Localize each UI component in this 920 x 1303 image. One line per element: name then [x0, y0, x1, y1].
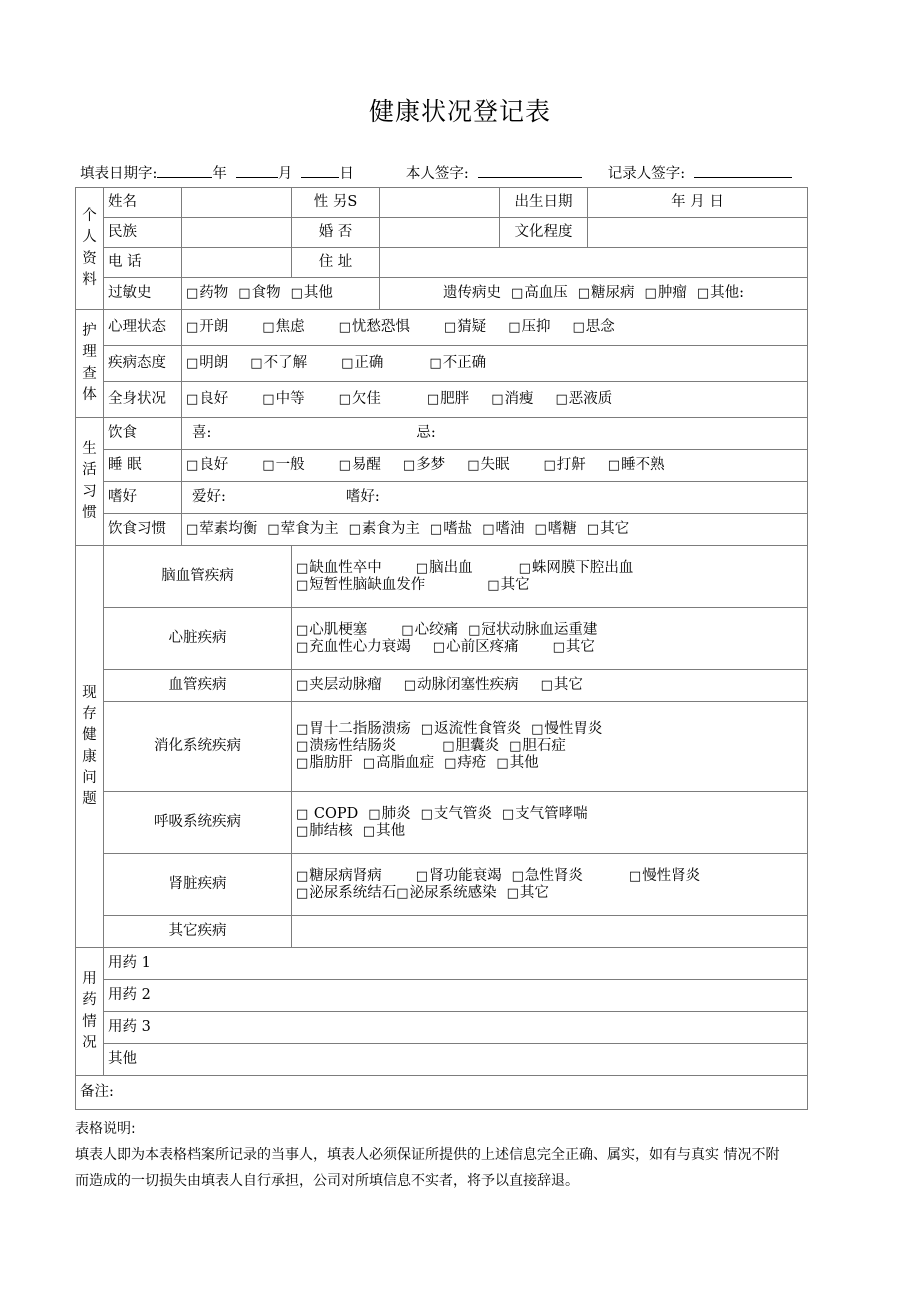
field-label-sleep: 睡 眠 — [104, 450, 182, 482]
option-line — [296, 639, 803, 656]
table-row — [76, 450, 808, 482]
option-line — [296, 721, 803, 738]
checkbox-sleep-snore[interactable]: □ 打鼾 — [543, 457, 585, 474]
checkbox-cerebral-hemorrhage[interactable]: □ 脑出血 — [416, 560, 473, 577]
field-label-psych-state: 心理状态 — [104, 310, 182, 346]
checkbox-attitude-clear[interactable]: □ 明朗 — [186, 355, 228, 372]
field-label-education: 文化程度 — [500, 218, 588, 248]
vchar: 问 — [82, 769, 97, 786]
vchar: 个 — [82, 208, 97, 225]
allergy-options — [182, 278, 380, 310]
vchar: 康 — [82, 748, 97, 765]
vchar: 况 — [82, 1034, 97, 1051]
field-label-gender: 性 另S — [292, 188, 380, 218]
option-line — [296, 577, 803, 594]
table-row — [76, 278, 808, 310]
section-label-medication — [76, 948, 104, 1076]
checkbox-chronic-gastritis[interactable]: □ 慢性胃炎 — [531, 721, 602, 738]
field-label-diet: 饮食 — [104, 418, 182, 450]
checkbox-urinary-infection[interactable]: □ 泌尿系统感染 — [396, 885, 496, 902]
vchar: 存 — [82, 706, 97, 723]
table-row — [76, 514, 808, 546]
checkbox-cholelithiasis[interactable]: □ 胆石症 — [509, 738, 566, 755]
checkbox-vascular-other[interactable]: □ 其它 — [541, 677, 583, 694]
checkbox-angina[interactable]: □ 心绞痛 — [401, 622, 458, 639]
genetic-history-options — [380, 278, 808, 310]
vchar: 查 — [82, 365, 97, 382]
section-label-health-problems — [76, 546, 104, 948]
fill-date-day-blank[interactable] — [301, 177, 339, 178]
table-row — [76, 382, 808, 418]
checkbox-general-thin[interactable]: □ 消瘦 — [491, 391, 533, 408]
checkbox-cerebrovascular-other[interactable]: □ 其它 — [487, 577, 529, 594]
checkbox-psych-depressed[interactable]: □ 压抑 — [508, 319, 550, 336]
checkbox-psych-suspicion[interactable]: □ 猜疑 — [444, 319, 486, 336]
checkbox-general-cachexia[interactable]: □ 恶液质 — [555, 391, 612, 408]
diet-habit-options — [182, 514, 808, 546]
checkbox-general-poor[interactable]: □ 欠佳 — [339, 391, 381, 408]
checkbox-sleep-dreams[interactable]: □ 多梦 — [403, 457, 445, 474]
checkbox-sleep-insomnia[interactable]: □ 失眠 — [467, 457, 509, 474]
vchar: 惯 — [82, 504, 97, 521]
diet-preferences — [182, 418, 808, 450]
table-row — [76, 792, 808, 854]
table-row — [76, 218, 808, 248]
vchar: 用 — [82, 971, 97, 988]
field-label-phone: 电 话 — [104, 248, 182, 278]
checkbox-diet-salty[interactable]: □ 嗜盐 — [430, 521, 472, 538]
month-label: 月 — [277, 166, 293, 182]
meta-line — [75, 165, 845, 183]
checkbox-genetic-tumor[interactable]: □ 肿瘤 — [645, 285, 687, 302]
field-label-allergy: 过敏史 — [104, 278, 182, 310]
checkbox-diet-other[interactable]: □ 其它 — [587, 521, 629, 538]
table-row — [76, 188, 808, 218]
checkbox-coronary-revascularization[interactable]: □ 冠状动脉血运重建 — [468, 622, 597, 639]
field-label-ethnicity: 民族 — [104, 218, 182, 248]
field-label-name: 姓名 — [104, 188, 182, 218]
checkbox-bronchitis[interactable]: □ 支气管炎 — [421, 806, 492, 823]
table-row — [76, 310, 808, 346]
checkbox-tia[interactable]: □ 短暂性脑缺血发作 — [296, 577, 425, 594]
checkbox-kidney-other[interactable]: □ 其它 — [507, 885, 549, 902]
table-row — [76, 1044, 808, 1076]
table-row — [76, 916, 808, 948]
option-line — [296, 755, 803, 772]
vchar: 护 — [82, 323, 97, 340]
checkbox-chronic-nephritis[interactable]: □ 慢性肾炎 — [629, 868, 700, 885]
checkbox-ulcerative-colitis[interactable]: □ 溃疡性结肠炎 — [296, 738, 396, 755]
checkbox-digestive-other[interactable]: □ 其他 — [496, 755, 538, 772]
digestive-disease-options — [292, 702, 808, 792]
field-label-general-condition: 全身状况 — [104, 382, 182, 418]
table-row — [76, 248, 808, 278]
diet-avoid-label[interactable]: 忌: — [416, 425, 436, 441]
checkbox-general-obese[interactable]: □ 肥胖 — [427, 391, 469, 408]
checkbox-sleep-average[interactable]: □ 一般 — [262, 457, 304, 474]
table-row — [76, 608, 808, 670]
psych-state-options — [182, 310, 808, 346]
checkbox-allergy-drug[interactable]: □ 药物 — [186, 285, 228, 302]
hobby-aihao-label[interactable]: 爱好: — [192, 489, 226, 505]
checkbox-fatty-liver[interactable]: □ 脂肪肝 — [296, 755, 353, 772]
option-line — [296, 560, 803, 577]
checkbox-myocardial-infarction[interactable]: □ 心肌梗塞 — [296, 622, 367, 639]
vchar: 体 — [82, 386, 97, 403]
self-signature-label: 本人签字: — [405, 166, 469, 182]
medication-row-2[interactable]: 用药 2 — [104, 980, 808, 1012]
option-line — [296, 823, 803, 840]
table-row — [76, 948, 808, 980]
checkbox-bronchial-asthma[interactable]: □ 支气管哮喘 — [502, 806, 588, 823]
checkbox-pneumonia[interactable]: □ 肺炎 — [368, 806, 410, 823]
checkbox-genetic-hypertension[interactable]: □ 高血压 — [511, 285, 568, 302]
checkbox-heart-other[interactable]: □ 其它 — [553, 639, 595, 656]
checkbox-diet-meat[interactable]: □ 荤食为主 — [267, 521, 338, 538]
disease-label-cerebrovascular: 脑血管疾病 — [104, 546, 292, 608]
disease-label-vascular: 血管疾病 — [104, 670, 292, 702]
field-value-address[interactable] — [380, 248, 808, 278]
disease-label-other: 其它疾病 — [104, 916, 292, 948]
vchar: 健 — [82, 727, 97, 744]
vchar: 理 — [82, 344, 97, 361]
medication-row-other[interactable]: 其他 — [104, 1044, 808, 1076]
checkbox-ischemic-stroke[interactable]: □ 缺血性卒中 — [296, 560, 382, 577]
disease-attitude-options — [182, 346, 808, 382]
table-row — [76, 546, 808, 608]
other-disease-value[interactable] — [292, 916, 808, 948]
checkbox-arterial-occlusive-disease[interactable]: □ 动脉闭塞性疾病 — [404, 677, 519, 694]
checkbox-sleep-good[interactable]: □ 良好 — [186, 457, 228, 474]
table-row — [76, 702, 808, 792]
checkbox-renal-failure[interactable]: □ 肾功能衰竭 — [416, 868, 502, 885]
checkbox-genetic-diabetes[interactable]: □ 糖尿病 — [578, 285, 635, 302]
kidney-disease-options — [292, 854, 808, 916]
checkbox-genetic-other[interactable]: □ 其他: — [697, 285, 744, 302]
table-row — [76, 346, 808, 382]
checkbox-hyperlipidemia[interactable]: □ 高脂血症 — [363, 755, 434, 772]
field-value-birthdate[interactable]: 年 月 日 — [588, 188, 808, 218]
field-value-education[interactable] — [588, 218, 808, 248]
disease-label-kidney: 肾脏疾病 — [104, 854, 292, 916]
checkbox-dissecting-aneurysm[interactable]: □ 夹层动脉瘤 — [296, 677, 382, 694]
checkbox-subarachnoid-hemorrhage[interactable]: □ 蛛网膜下腔出血 — [519, 560, 634, 577]
checkbox-precordial-pain[interactable]: □ 心前区疼痛 — [433, 639, 519, 656]
medication-row-1[interactable]: 用药 1 — [104, 948, 808, 980]
checkbox-diet-vegetarian[interactable]: □ 素食为主 — [349, 521, 420, 538]
section-label-personal — [76, 188, 104, 310]
vchar: 料 — [82, 271, 97, 288]
field-label-address: 住 址 — [292, 248, 380, 278]
section-label-lifestyle — [76, 418, 104, 546]
remark-row[interactable]: 备注: — [76, 1076, 808, 1110]
page-title: 健康状况登记表 — [368, 97, 551, 126]
fill-date-year-blank[interactable] — [157, 177, 212, 178]
checkbox-attitude-unknown[interactable]: □ 不了解 — [250, 355, 307, 372]
checkbox-urinary-stones[interactable]: □ 泌尿系统结石 — [296, 885, 396, 902]
checkbox-peptic-ulcer[interactable]: □ 胃十二指肠溃疡 — [296, 721, 411, 738]
general-condition-options — [182, 382, 808, 418]
form-explanation — [75, 1116, 835, 1194]
checkbox-reflux-esophagitis[interactable]: □ 返流性食管炎 — [421, 721, 521, 738]
checkbox-acute-nephritis[interactable]: □ 急性肾炎 — [512, 868, 583, 885]
section-label-nursing — [76, 310, 104, 418]
option-line — [296, 806, 803, 823]
checkbox-psych-longing[interactable]: □ 思念 — [572, 319, 614, 336]
checkbox-sleep-easy-wake[interactable]: □ 易醒 — [339, 457, 381, 474]
explanation-line-2: 而造成的一切损失由填表人自行承担，公司对所填信息不实者，将予以直接辞退。 — [75, 1173, 579, 1189]
checkbox-tuberculosis[interactable]: □ 肺结核 — [296, 823, 353, 840]
self-signature-blank[interactable] — [478, 177, 582, 178]
field-value-phone[interactable] — [182, 248, 292, 278]
vchar: 习 — [82, 483, 97, 500]
checkbox-sleep-unrested[interactable]: □ 睡不熟 — [608, 457, 665, 474]
table-row — [76, 854, 808, 916]
field-label-diet-habit: 饮食习惯 — [104, 514, 182, 546]
recorder-signature-blank[interactable] — [694, 177, 792, 178]
health-form-table — [75, 187, 808, 1110]
day-label: 日 — [339, 166, 354, 182]
vchar: 情 — [82, 1013, 97, 1030]
explanation-line-1: 填表人即为本表格档案所记录的当事人，填表人必须保证所提供的上述信息完全正确、属实，如有与真实 情况不附 — [75, 1147, 780, 1163]
genetic-history-label: 遗传病史 — [442, 285, 501, 301]
vchar: 人 — [82, 229, 97, 246]
option-line — [296, 622, 803, 639]
diet-like-label[interactable]: 喜: — [192, 425, 212, 441]
hobby-fields — [182, 482, 808, 514]
checkbox-psych-anxious[interactable]: □ 焦虑 — [262, 319, 304, 336]
checkbox-general-good[interactable]: □ 良好 — [186, 391, 228, 408]
table-row — [76, 980, 808, 1012]
field-label-disease-attitude: 疾病态度 — [104, 346, 182, 382]
option-line — [296, 885, 803, 902]
table-row — [76, 1076, 808, 1110]
vchar: 药 — [82, 992, 97, 1009]
vchar: 活 — [82, 462, 97, 479]
checkbox-diet-oily[interactable]: □ 嗜油 — [482, 521, 524, 538]
checkbox-general-medium[interactable]: □ 中等 — [262, 391, 304, 408]
table-row — [76, 1012, 808, 1044]
vchar: 资 — [82, 250, 97, 267]
cerebrovascular-options — [292, 546, 808, 608]
heart-disease-options — [292, 608, 808, 670]
checkbox-copd[interactable]: □ COPD — [296, 806, 358, 823]
checkbox-congestive-heart-failure[interactable]: □ 充血性心力衰竭 — [296, 639, 411, 656]
checkbox-hemorrhoids[interactable]: □ 痔疮 — [444, 755, 486, 772]
table-row — [76, 670, 808, 702]
checkbox-diet-balanced[interactable]: □ 荤素均衡 — [186, 521, 257, 538]
hobby-shihao-label[interactable]: 嗜好: — [345, 489, 380, 505]
recorder-signature-label: 记录人签字: — [607, 166, 686, 182]
field-label-marital: 婚 否 — [292, 218, 380, 248]
vchar: 现 — [82, 685, 97, 702]
respiratory-disease-options — [292, 792, 808, 854]
field-value-gender[interactable] — [380, 188, 500, 218]
checkbox-psych-cheerful[interactable]: □ 开朗 — [186, 319, 228, 336]
field-value-marital[interactable] — [380, 218, 500, 248]
field-value-name[interactable] — [182, 188, 292, 218]
disease-label-digestive: 消化系统疾病 — [104, 702, 292, 792]
disease-label-heart: 心脏疾病 — [104, 608, 292, 670]
vchar: 生 — [82, 441, 97, 458]
field-value-ethnicity[interactable] — [182, 218, 292, 248]
checkbox-attitude-incorrect[interactable]: □ 不正确 — [429, 355, 486, 372]
vchar: 题 — [82, 790, 97, 807]
option-line — [296, 738, 803, 755]
disease-label-respiratory: 呼吸系统疾病 — [104, 792, 292, 854]
option-line — [296, 868, 803, 885]
checkbox-allergy-food[interactable]: □ 食物 — [238, 285, 280, 302]
checkbox-respiratory-other[interactable]: □ 其他 — [363, 823, 405, 840]
field-label-birthdate: 出生日期 — [500, 188, 588, 218]
fill-date-month-blank[interactable] — [236, 177, 278, 178]
checkbox-allergy-other[interactable]: □ 其他 — [291, 285, 333, 302]
fill-date-label: 填表日期字: — [80, 166, 158, 182]
year-label: 年 — [212, 166, 227, 182]
explanation-heading: 表格说明: — [75, 1121, 136, 1137]
checkbox-psych-fear[interactable]: □ 忧愁恐惧 — [339, 319, 410, 336]
medication-row-3[interactable]: 用药 3 — [104, 1012, 808, 1044]
sleep-options — [182, 450, 808, 482]
checkbox-cholecystitis[interactable]: □ 胆囊炎 — [442, 738, 499, 755]
checkbox-diet-sweet[interactable]: □ 嗜糖 — [534, 521, 576, 538]
table-row — [76, 482, 808, 514]
field-label-hobby: 嗜好 — [104, 482, 182, 514]
checkbox-attitude-correct[interactable]: □ 正确 — [341, 355, 383, 372]
table-row — [76, 418, 808, 450]
vascular-disease-options — [292, 670, 808, 702]
checkbox-diabetic-nephropathy[interactable]: □ 糖尿病肾病 — [296, 868, 382, 885]
